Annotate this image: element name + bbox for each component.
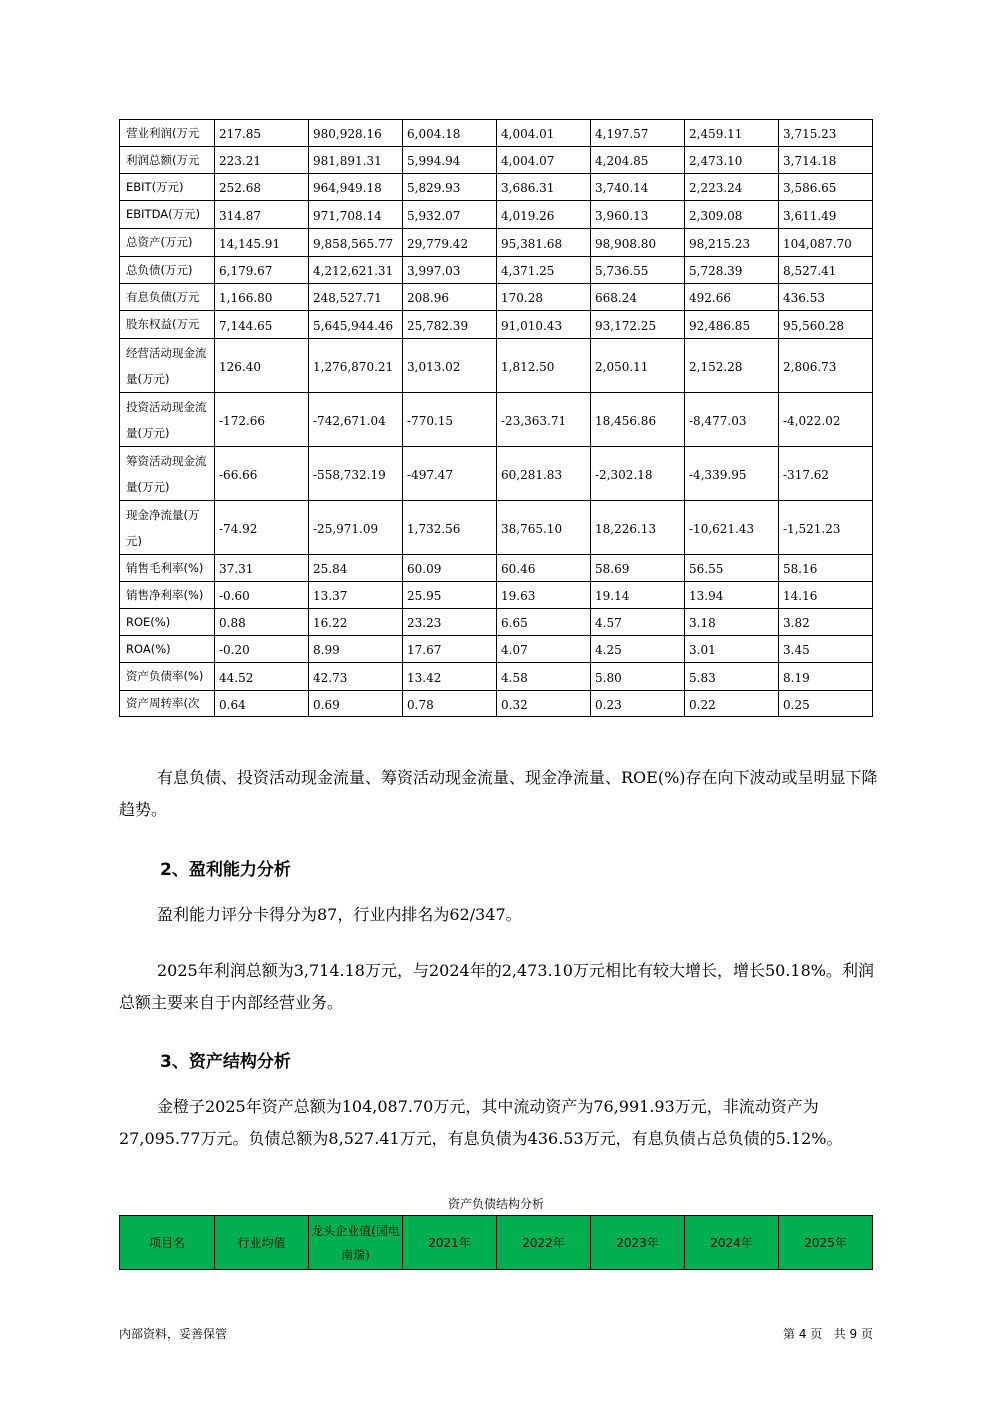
table-cell: -172.66 — [215, 393, 309, 447]
header-cell: 2021年 — [403, 1216, 497, 1270]
table-row — [120, 257, 873, 284]
table-cell: 2,223.24 — [685, 174, 779, 201]
table-cell: 5.83 — [685, 663, 779, 691]
row-label: 营业利润(万元 — [120, 120, 215, 147]
header-cell: 2022年 — [497, 1216, 591, 1270]
table-cell: 252.68 — [215, 174, 309, 201]
table-cell: 2,473.10 — [685, 147, 779, 174]
financial-data-table — [119, 119, 873, 717]
table-cell: 3,960.13 — [591, 201, 685, 229]
table-cell: 217.85 — [215, 120, 309, 147]
table-cell: 2,152.28 — [685, 339, 779, 393]
table-cell: 0.22 — [685, 691, 779, 717]
table-cell: 3,686.31 — [497, 174, 591, 201]
table-cell: 3.01 — [685, 636, 779, 663]
row-label: 销售毛利率(%) — [120, 555, 215, 582]
table-cell: -2,302.18 — [591, 447, 685, 501]
balance-structure-table — [119, 1215, 873, 1270]
table-cell: 964,949.18 — [309, 174, 403, 201]
table-cell: 7,144.65 — [215, 311, 309, 339]
table-cell: 668.24 — [591, 284, 685, 311]
table-cell: 98,908.80 — [591, 229, 685, 257]
table-cell: 42.73 — [309, 663, 403, 691]
header-cell: 龙头企业值(国电南瑞) — [309, 1216, 403, 1270]
table-cell: 3,714.18 — [779, 147, 873, 174]
table-cell: 5.80 — [591, 663, 685, 691]
table-cell: 5,736.55 — [591, 257, 685, 284]
table-cell: 5,994.94 — [403, 147, 497, 174]
table-cell: 314.87 — [215, 201, 309, 229]
table-cell: 38,765.10 — [497, 501, 591, 555]
table-caption: 资产负债结构分析 — [447, 1197, 544, 1211]
table-cell: 0.78 — [403, 691, 497, 717]
table-cell: 13.37 — [309, 582, 403, 609]
trend-paragraph: 有息负债、投资活动现金流量、筹资活动现金流量、现金净流量、ROE(%)存在向下波动或呈明显下降趋势。 — [119, 768, 878, 819]
table-row — [120, 174, 873, 201]
table-cell: 4,197.57 — [591, 120, 685, 147]
table-cell: 3,013.02 — [403, 339, 497, 393]
table-header-row — [120, 1216, 873, 1270]
table-cell: 14.16 — [779, 582, 873, 609]
table-cell: 248,527.71 — [309, 284, 403, 311]
table-cell: 6,179.67 — [215, 257, 309, 284]
header-cell: 项目名 — [120, 1216, 215, 1270]
footer-confidential: 内部资料，妥善保管 — [119, 1327, 228, 1341]
row-label: ROE(%) — [120, 609, 215, 636]
table-cell: 2,309.08 — [685, 201, 779, 229]
table-cell: 29,779.42 — [403, 229, 497, 257]
table-cell: 981,891.31 — [309, 147, 403, 174]
section-heading-profitability: 2、盈利能力分析 — [160, 860, 291, 880]
table-cell: -8,477.03 — [685, 393, 779, 447]
table-cell: -0.20 — [215, 636, 309, 663]
header-cell: 行业均值 — [215, 1216, 309, 1270]
table-cell: 0.32 — [497, 691, 591, 717]
table-row — [120, 691, 873, 717]
row-label: 总资产(万元) — [120, 229, 215, 257]
table-cell: 9,858,565.77 — [309, 229, 403, 257]
table-row — [120, 201, 873, 229]
row-label: 投资活动现金流量(万元) — [120, 393, 215, 447]
table-cell: 5,932.07 — [403, 201, 497, 229]
table-cell: 92,486.85 — [685, 311, 779, 339]
table-cell: 18,226.13 — [591, 501, 685, 555]
row-label: EBIT(万元) — [120, 174, 215, 201]
table-cell: 25.84 — [309, 555, 403, 582]
table-cell: 95,381.68 — [497, 229, 591, 257]
table-row — [120, 636, 873, 663]
table-cell: 1,276,870.21 — [309, 339, 403, 393]
profitability-score-paragraph: 盈利能力评分卡得分为87，行业内排名为62/347。 — [157, 905, 522, 924]
table-row — [120, 663, 873, 691]
table-row — [120, 609, 873, 636]
table-row — [120, 339, 873, 393]
table-cell: 95,560.28 — [779, 311, 873, 339]
row-label: 资产周转率(次 — [120, 691, 215, 717]
row-label: 现金净流量(万元) — [120, 501, 215, 555]
table-cell: -558,732.19 — [309, 447, 403, 501]
table-cell: 19.63 — [497, 582, 591, 609]
header-cell: 2023年 — [591, 1216, 685, 1270]
profit-growth-paragraph: 2025年利润总额为3,714.18万元，与2024年的2,473.10万元相比有较大增长，增长50.18%。利润总额主要来自于内部经营业务。 — [119, 961, 874, 1012]
table-row — [120, 120, 873, 147]
table-cell: 5,728.39 — [685, 257, 779, 284]
table-row — [120, 284, 873, 311]
table-cell: -23,363.71 — [497, 393, 591, 447]
row-label: 利润总额(万元 — [120, 147, 215, 174]
table-cell: -74.92 — [215, 501, 309, 555]
row-label: EBITDA(万元) — [120, 201, 215, 229]
table-cell: 16.22 — [309, 609, 403, 636]
table-cell: 208.96 — [403, 284, 497, 311]
table-cell: 436.53 — [779, 284, 873, 311]
table-row — [120, 147, 873, 174]
row-label: 筹资活动现金流量(万元) — [120, 447, 215, 501]
table-cell: 4,019.26 — [497, 201, 591, 229]
table-cell: 58.16 — [779, 555, 873, 582]
table-row — [120, 447, 873, 501]
footer-page-number: 第 4 页 共 9 页 — [783, 1327, 873, 1341]
table-cell: 91,010.43 — [497, 311, 591, 339]
table-cell: 971,708.14 — [309, 201, 403, 229]
table-cell: -1,521.23 — [779, 501, 873, 555]
table-cell: 4.58 — [497, 663, 591, 691]
header-cell: 2025年 — [779, 1216, 873, 1270]
table-cell: 3,715.23 — [779, 120, 873, 147]
row-label: 总负债(万元) — [120, 257, 215, 284]
row-label: 有息负债(万元 — [120, 284, 215, 311]
header-cell: 2024年 — [685, 1216, 779, 1270]
table-cell: 23.23 — [403, 609, 497, 636]
table-row — [120, 393, 873, 447]
table-cell: 8,527.41 — [779, 257, 873, 284]
table-cell: 4,204.85 — [591, 147, 685, 174]
table-cell: 13.94 — [685, 582, 779, 609]
section-heading-asset-structure: 3、资产结构分析 — [160, 1052, 291, 1072]
table-cell: 3.82 — [779, 609, 873, 636]
table-cell: 13.42 — [403, 663, 497, 691]
table-cell: 3,740.14 — [591, 174, 685, 201]
table-cell: 2,459.11 — [685, 120, 779, 147]
table-row — [120, 229, 873, 257]
row-label: 资产负债率(%) — [120, 663, 215, 691]
table-cell: 0.69 — [309, 691, 403, 717]
asset-structure-paragraph: 金橙子2025年资产总额为104,087.70万元，其中流动资产为76,991.93万元，非流动资产为27,095.77万元。负债总额为8,527.41万元，有息负债为436.53万元，有息负债占总负债的5.12%。 — [119, 1097, 843, 1148]
table-cell: 14,145.91 — [215, 229, 309, 257]
table-cell: 1,166.80 — [215, 284, 309, 311]
table-cell: -25,971.09 — [309, 501, 403, 555]
table-cell: 0.25 — [779, 691, 873, 717]
table-cell: -770.15 — [403, 393, 497, 447]
table-cell: 19.14 — [591, 582, 685, 609]
table-cell: 6.65 — [497, 609, 591, 636]
table-cell: 1,812.50 — [497, 339, 591, 393]
table-cell: 93,172.25 — [591, 311, 685, 339]
table-cell: 17.67 — [403, 636, 497, 663]
table-cell: 60.46 — [497, 555, 591, 582]
table-cell: 3.45 — [779, 636, 873, 663]
table-cell: 25.95 — [403, 582, 497, 609]
table-cell: 4.25 — [591, 636, 685, 663]
table-cell: 8.99 — [309, 636, 403, 663]
table-cell: 3,997.03 — [403, 257, 497, 284]
table-cell: 4,212,621.31 — [309, 257, 403, 284]
table-cell: 98,215.23 — [685, 229, 779, 257]
table-cell: 6,004.18 — [403, 120, 497, 147]
table-cell: -4,339.95 — [685, 447, 779, 501]
row-label: 销售净利率(%) — [120, 582, 215, 609]
table-cell: 2,050.11 — [591, 339, 685, 393]
table-row — [120, 582, 873, 609]
table-row — [120, 555, 873, 582]
table-cell: 223.21 — [215, 147, 309, 174]
table-cell: 1,732.56 — [403, 501, 497, 555]
table-cell: 44.52 — [215, 663, 309, 691]
table-cell: 4,004.01 — [497, 120, 591, 147]
row-label: 经营活动现金流量(万元) — [120, 339, 215, 393]
table-cell: 58.69 — [591, 555, 685, 582]
table-cell: 170.28 — [497, 284, 591, 311]
table-cell: -4,022.02 — [779, 393, 873, 447]
table-cell: 60.09 — [403, 555, 497, 582]
table-cell: 0.23 — [591, 691, 685, 717]
table-cell: -497.47 — [403, 447, 497, 501]
table-cell: 126.40 — [215, 339, 309, 393]
table-cell: -0.60 — [215, 582, 309, 609]
table-cell: 4.07 — [497, 636, 591, 663]
table-cell: 60,281.83 — [497, 447, 591, 501]
table-cell: 25,782.39 — [403, 311, 497, 339]
table-cell: 56.55 — [685, 555, 779, 582]
table-cell: 37.31 — [215, 555, 309, 582]
table-cell: 492.66 — [685, 284, 779, 311]
table-cell: 104,087.70 — [779, 229, 873, 257]
table-cell: 0.64 — [215, 691, 309, 717]
table-cell: 18,456.86 — [591, 393, 685, 447]
table-cell: -10,621.43 — [685, 501, 779, 555]
table-cell: 3,611.49 — [779, 201, 873, 229]
row-label: 股东权益(万元 — [120, 311, 215, 339]
table-cell: 4,371.25 — [497, 257, 591, 284]
table-cell: -742,671.04 — [309, 393, 403, 447]
table-cell: 4,004.07 — [497, 147, 591, 174]
table-cell: 4.57 — [591, 609, 685, 636]
table-row — [120, 501, 873, 555]
table-row — [120, 311, 873, 339]
table-cell: 3,586.65 — [779, 174, 873, 201]
table-cell: 8.19 — [779, 663, 873, 691]
table-cell: 3.18 — [685, 609, 779, 636]
table-cell: 0.88 — [215, 609, 309, 636]
table-cell: 2,806.73 — [779, 339, 873, 393]
table-cell: -66.66 — [215, 447, 309, 501]
table-cell: 5,645,944.46 — [309, 311, 403, 339]
row-label: ROA(%) — [120, 636, 215, 663]
table-cell: -317.62 — [779, 447, 873, 501]
table-cell: 5,829.93 — [403, 174, 497, 201]
table-cell: 980,928.16 — [309, 120, 403, 147]
